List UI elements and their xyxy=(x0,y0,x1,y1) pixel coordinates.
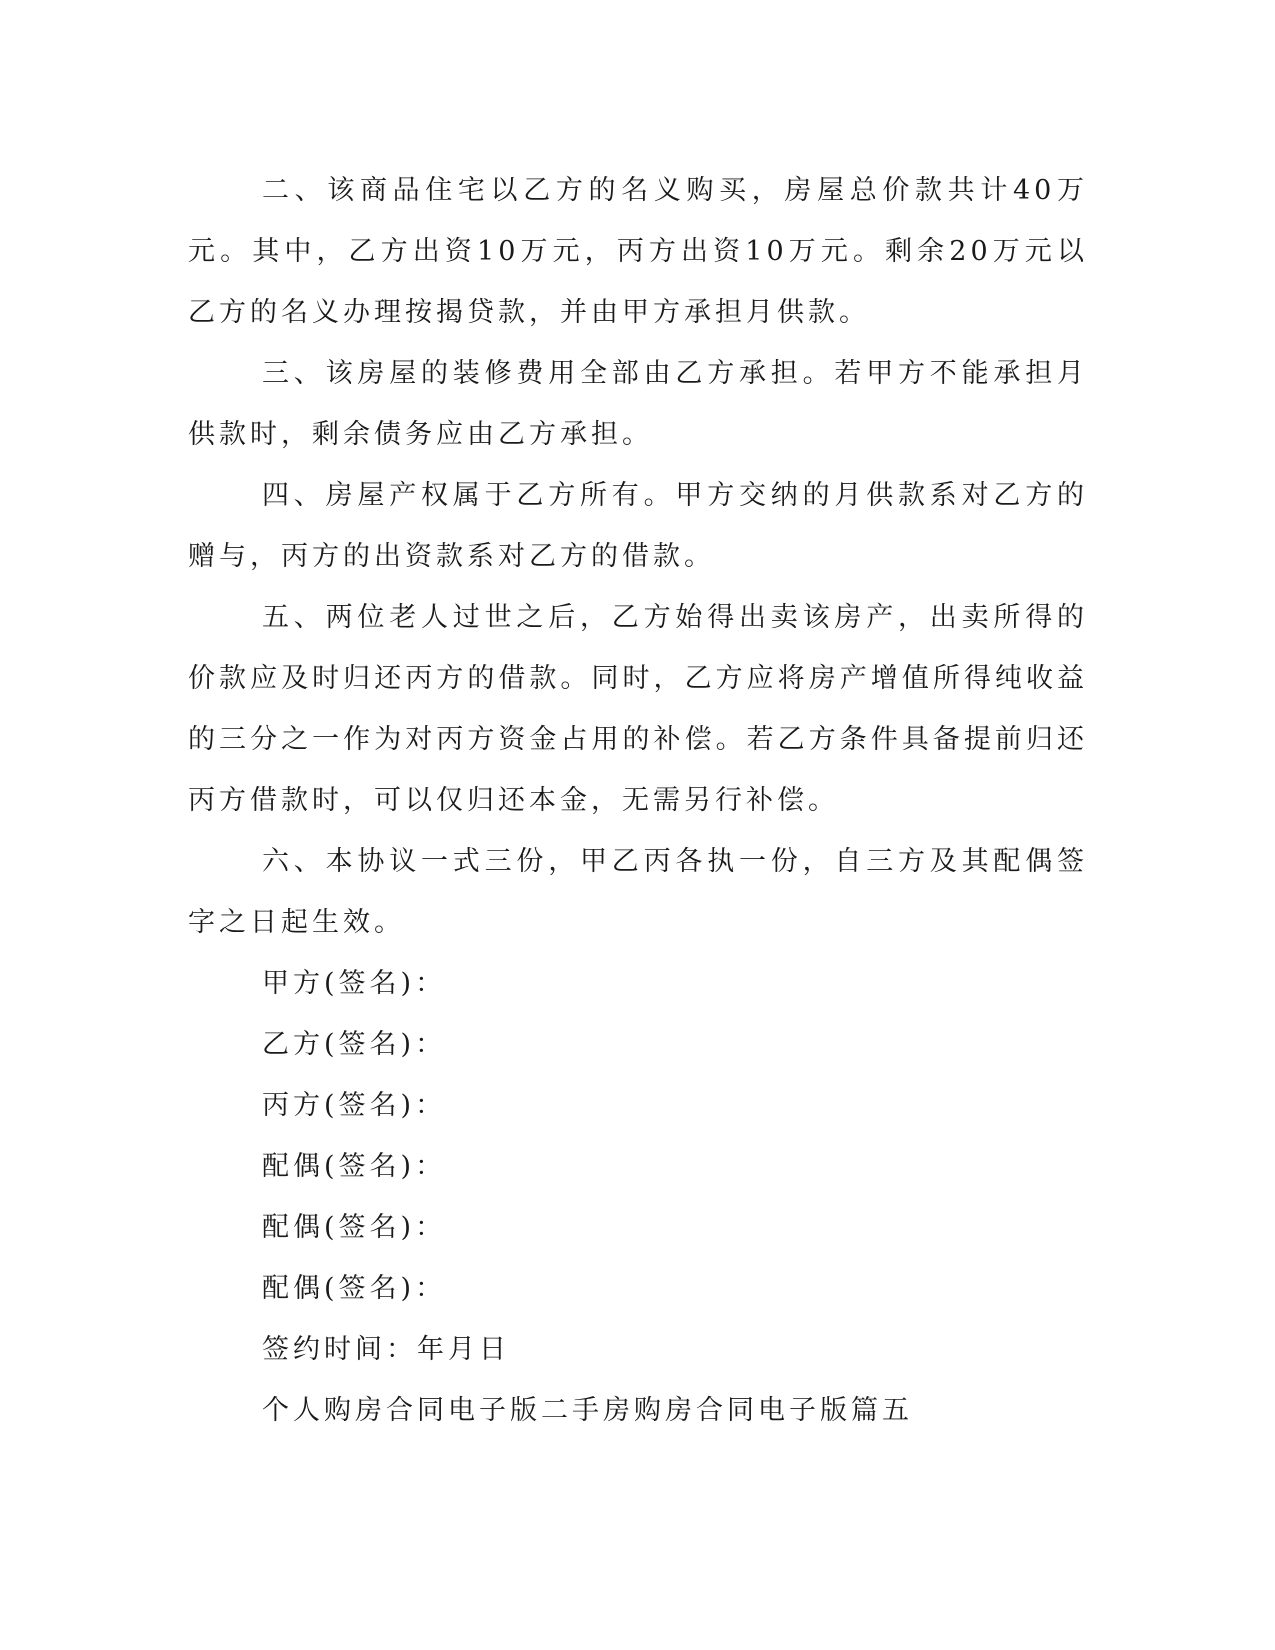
clause-6: 六、本协议一式三份，甲乙丙各执一份，自三方及其配偶签字之日起生效。 xyxy=(188,846,1088,938)
clause-2: 二、该商品住宅以乙方的名义购买，房屋总价款共计40万元。其中，乙方出资10万元，丙方出资10万元。剩余20万元以乙方的名义办理按揭贷款，并由甲方承担月供款。 xyxy=(188,175,1088,328)
signature-party-a: 甲方(签名)： xyxy=(262,968,447,999)
signature-spouse-1: 配偶(签名)： xyxy=(262,1151,447,1182)
next-section-title: 个人购房合同电子版二手房购房合同电子版篇五 xyxy=(262,1395,913,1426)
signature-party-b: 乙方(签名)： xyxy=(262,1029,447,1060)
sign-date: 签约时间：年月日 xyxy=(262,1334,510,1365)
signature-spouse-3: 配偶(签名)： xyxy=(262,1273,447,1304)
signature-spouse-2: 配偶(签名)： xyxy=(262,1212,447,1243)
clause-3: 三、该房屋的装修费用全部由乙方承担。若甲方不能承担月供款时，剩余债务应由乙方承担。 xyxy=(188,358,1088,450)
document-body xyxy=(188,160,1088,1441)
clause-4: 四、房屋产权属于乙方所有。甲方交纳的月供款系对乙方的赠与，丙方的出资款系对乙方的借款。 xyxy=(188,480,1088,572)
signature-party-c: 丙方(签名)： xyxy=(262,1090,447,1121)
clause-5: 五、两位老人过世之后，乙方始得出卖该房产，出卖所得的价款应及时归还丙方的借款。同时，乙方应将房产增值所得纯收益的三分之一作为对丙方资金占用的补偿。若乙方条件具备提前归还丙方借款时，可以仅归还本金，无需另行补偿。 xyxy=(188,602,1088,816)
